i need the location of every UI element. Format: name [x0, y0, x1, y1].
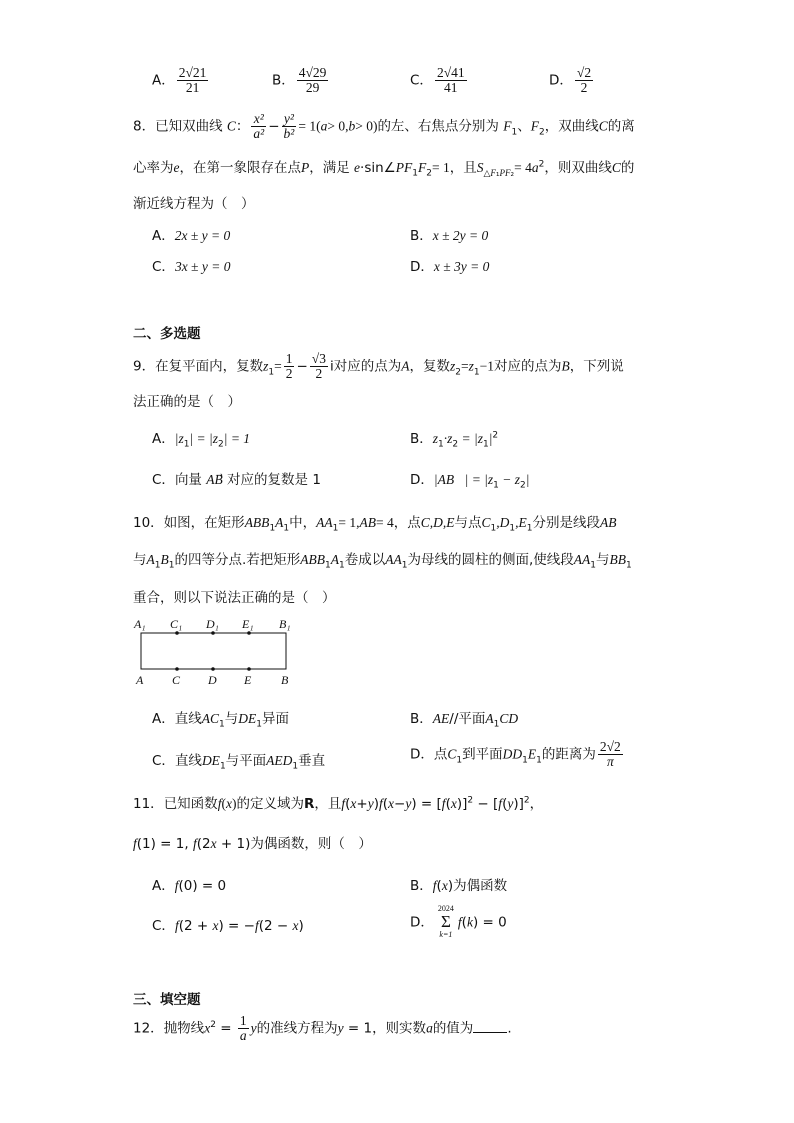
q10-rectangle-figure: [128, 616, 308, 688]
point-c1: [175, 631, 179, 635]
label-d: D: [208, 673, 217, 687]
q10-option-b[interactable]: B．AE//平面$A_1CD$: [410, 711, 519, 730]
q9-option-a[interactable]: A．$|z_1| = |z_2| = 1$: [152, 431, 251, 450]
q10-option-a[interactable]: A．直线$AC_1$与$DE_1$异面: [152, 711, 289, 730]
q11-option-d[interactable]: D． 2024 Σ k=1 f(k) = 0: [410, 904, 507, 940]
answer-blank[interactable]: [473, 1020, 507, 1033]
q11-line-1: 11．已知函数f(x)的定义域为R，且$f(x+y)f(x-y) = [f(x)]^2 - [f(y)]^2$，: [133, 795, 544, 812]
q12-line-1: 12．抛物线$x^2$ = $\frac{1}{a}$ y的准线方程为y = 1，则实数a的值为 .: [133, 1013, 512, 1044]
label-e: E: [244, 673, 252, 687]
q8-line-2: 心率为e，在第一象限存在点P，满足 $e\cdot\sin\angle PF_1F_2= 1$，且$S_{\triangle F_1PF_2}= 4a^2$，则双曲线C的: [133, 159, 635, 179]
label-e1: E₁: [242, 617, 254, 631]
q11-option-c[interactable]: C．f(2 + x) = −f(2 − x): [152, 918, 304, 934]
q7-option-b[interactable]: B． $\frac{4√29}{29}$: [272, 65, 327, 96]
point-d1: [211, 631, 215, 635]
q7-c-numerator: 2√41: [436, 65, 465, 80]
q10-line-3: 重合，则以下说法正确的是（ ）: [133, 590, 336, 606]
point-c: [175, 667, 179, 671]
label-a1: A₁: [134, 617, 146, 631]
q7-option-c[interactable]: C． $\frac{2√41}{41}$: [410, 65, 465, 96]
q9-option-b[interactable]: B．$z_1\cdot z_2 = |z_1|^2$: [410, 430, 499, 450]
point-e1: [247, 631, 251, 635]
label-d1: D₁: [206, 617, 219, 631]
q9-option-c[interactable]: C．向量 AB⃗ 对应的复数是 1: [152, 472, 321, 488]
q8-option-d[interactable]: D．x ± 3y = 0: [410, 259, 490, 275]
q11-option-a[interactable]: A．f(0) = 0: [152, 878, 227, 894]
q8-option-b[interactable]: B．x ± 2y = 0: [410, 228, 489, 244]
q8-option-a[interactable]: A．2x ± y = 0: [152, 228, 231, 244]
label-b: B: [281, 673, 289, 687]
q10-line-1: 10．如图，在矩形$ABB_1A_1$中，$AA_1= 1,AB= 4$，点C,D,E与点$C_1,D_1,E_1$分别是线段AB: [133, 515, 617, 534]
q8-option-c[interactable]: C．3x ± y = 0: [152, 259, 231, 275]
label-a: A: [136, 673, 144, 687]
q9-option-d[interactable]: D．|AB⃗| = $|z_1 - z_2|$: [410, 472, 530, 491]
q10-option-d[interactable]: D．点$C_1$到平面$DD_1E_1$的距离为 $\frac{2√2}{\pi}$: [410, 739, 621, 770]
q10-option-c[interactable]: C．直线$DE_1$与平面$AED_1$垂直: [152, 753, 326, 772]
q8-line-1: 8．已知双曲线 C： $\frac{\text{x²}}{\text{a²}}$ − $\frac{\text{y²}}{\text{b²}}$ = 1(a> 0,b> 0)的左、右焦点分别为 $F_1$、$F_2$，双曲线C的离: [133, 111, 635, 142]
label-b1: B₁: [279, 617, 291, 631]
q7-a-denominator: 21: [185, 80, 200, 96]
q9-line-1: 9．在复平面内，复数$z_1=$ $\frac{1}{2}$ − $\frac{√3}{2}$ i对应的点为A，复数$z_2=z_1-1$对应的点为B，下列说: [133, 351, 624, 382]
section-heading-fill-blank: 三、填空题: [133, 992, 201, 1008]
q8-line-3: 渐近线方程为（ ）: [133, 196, 255, 212]
q7-option-d[interactable]: D． $\frac{√2}{2}$: [549, 65, 592, 96]
q7-option-a[interactable]: A． $\frac{2√21}{21}$: [152, 65, 207, 96]
rectangle-abb1a1: [141, 633, 286, 669]
section-heading-multi-choice: 二、多选题: [133, 326, 201, 342]
q7-c-denominator: 41: [444, 80, 458, 96]
q10-line-2: 与$A_1B_1$的四等分点.若把矩形$ABB_1A_1$卷成以$AA_1$为母线的圆柱的侧面,使线段$AA_1$与$BB_1$: [133, 552, 632, 571]
q7-d-denominator: 2: [580, 80, 588, 96]
point-e: [247, 667, 251, 671]
point-d: [211, 667, 215, 671]
q11-line-2: f(1) = 1, f(2x + 1)为偶函数，则（ ）: [133, 836, 372, 852]
label-c: C: [172, 673, 181, 687]
q7-a-numerator: 2√21: [178, 65, 207, 80]
q11-option-b[interactable]: B．f(x)为偶函数: [410, 878, 508, 894]
q7-b-denominator: 29: [305, 80, 320, 96]
q7-b-numerator: 4√29: [298, 65, 327, 80]
q9-line-2: 法正确的是（ ）: [133, 394, 241, 410]
label-c1: C₁: [170, 617, 183, 631]
q7-d-numerator: √2: [576, 65, 592, 80]
